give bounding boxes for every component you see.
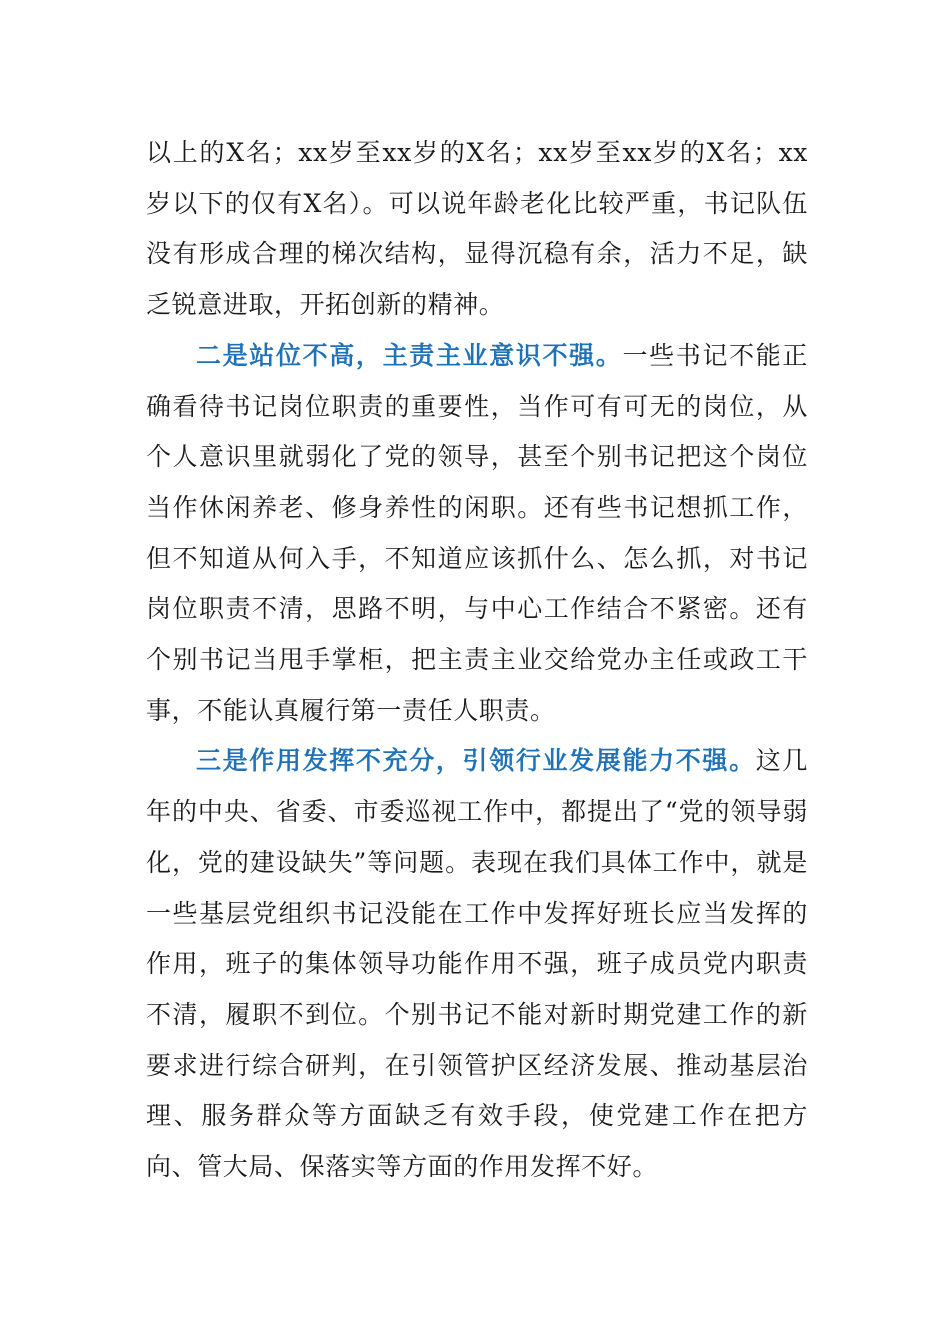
paragraph-age-structure — [146, 128, 808, 331]
paragraph-point-two — [146, 331, 808, 737]
paragraph-body: 这几年的中央、省委、市委巡视工作中，都提出了“党的领导弱化，党的建设缺失”等问题。表现在我们具体工作中，就是一些基层党组织书记没能在工作中发挥好班长应当发挥的作用，班子的集体领导功能作用不强，班子成员党内职责不清，履职不到位。个别书记不能对新时期党建工作的新要求进行综合研判，在引领管护区经济发展、推动基层治理、服务群众等方面缺乏有效手段，使党建工作在把方向、管大局、保落实等方面的作用发挥不好。 — [146, 746, 809, 1182]
paragraph-body: 一些书记不能正确看待书记岗位职责的重要性，当作可有可无的岗位，从个人意识里就弱化了党的领导，甚至个别书记把这个岗位当作休闲养老、修身养性的闲职。还有些书记想抓工作，但不知道从何入手，不知道应该抓什么、怎么抓，对书记岗位职责不清，思路不明，与中心工作结合不紧密。还有个别书记当甩手掌柜，把主责主业交给党办主任或政工干事，不能认真履行第一责任人职责。 — [146, 340, 808, 725]
paragraph-heading: 三是作用发挥不充分，引领行业发展能力不强。 — [196, 746, 756, 776]
paragraph-heading: 二是站位不高，主责主业意识不强。 — [196, 340, 623, 370]
document-page — [146, 128, 808, 1193]
paragraph-body: 以上的X名；xx岁至xx岁的X名；xx岁至xx岁的X名；xx岁以下的仅有X名）。可以说年龄老化比较严重，书记队伍没有形成合理的梯次结构，显得沉稳有余，活力不足，缺乏锐意进取，开拓创新的精神。 — [146, 138, 808, 320]
paragraph-point-three — [146, 736, 808, 1192]
